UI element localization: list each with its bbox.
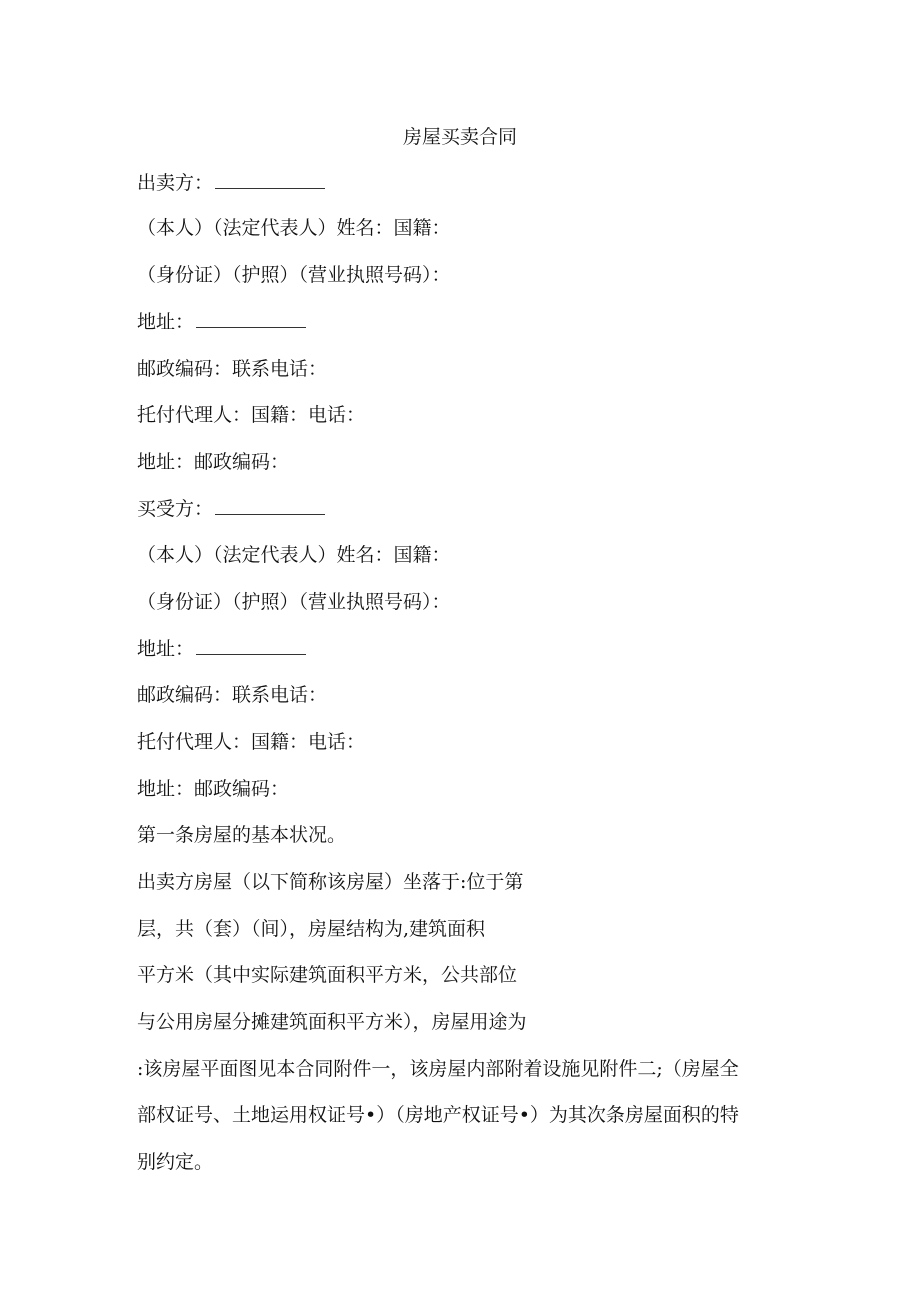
buyer-agent-line: 托付代理人：国籍：电话： xyxy=(137,731,366,753)
buyer-address-label: 地址： xyxy=(137,638,195,660)
seller-id-line: （本人）（法定代表人）姓名：国籍： xyxy=(137,217,451,239)
article1-heading: 第一条房屋的基本状况。 xyxy=(137,824,347,846)
seller-agent-line: 托付代理人：国籍：电话： xyxy=(137,404,366,426)
buyer-postal-phone: 邮政编码：联系电话： xyxy=(137,684,328,706)
article1-line-1: 出卖方房屋（以下简称该房屋）坐落于:位于第 xyxy=(137,871,524,893)
article1-line-2: 层，共（套）（间），房屋结构为,建筑面积 xyxy=(137,918,486,940)
seller-address-label: 地址： xyxy=(137,311,195,333)
article1-line-3: 平方米（其中实际建筑面积平方米，公共部位 xyxy=(137,964,518,986)
seller-address-line xyxy=(137,309,306,335)
buyer-blank xyxy=(215,496,325,515)
seller-blank xyxy=(215,170,325,189)
article1-line-6: 部权证号、土地运用权证号•）（房地产权证号•）为其次条房屋面积的特 xyxy=(137,1104,739,1126)
seller-line xyxy=(137,170,325,196)
document-title: 房屋买卖合同 xyxy=(402,126,517,148)
buyer-doc-line: （身份证）（护照）（营业执照号码）： xyxy=(137,591,451,613)
seller-postal-phone: 邮政编码：联系电话： xyxy=(137,358,328,380)
buyer-address-blank xyxy=(196,636,306,655)
article1-line-4: 与公用房屋分摊建筑面积平方米），房屋用途为 xyxy=(137,1011,527,1033)
article1-line-5: :该房屋平面图见本合同附件一，该房屋内部附着设施见附件二;（房屋全 xyxy=(137,1058,739,1080)
buyer-address-line xyxy=(137,636,306,662)
buyer-line xyxy=(137,496,325,522)
article1-line-7: 别约定。 xyxy=(137,1151,214,1173)
seller-label: 出卖方： xyxy=(137,172,214,194)
buyer-agent-address: 地址：邮政编码： xyxy=(137,778,290,800)
buyer-id-line: （本人）（法定代表人）姓名：国籍： xyxy=(137,544,451,566)
seller-address-blank xyxy=(196,309,306,328)
seller-agent-address: 地址：邮政编码： xyxy=(137,451,290,473)
buyer-label: 买受方： xyxy=(137,498,214,520)
seller-doc-line: （身份证）（护照）（营业执照号码）： xyxy=(137,264,451,286)
